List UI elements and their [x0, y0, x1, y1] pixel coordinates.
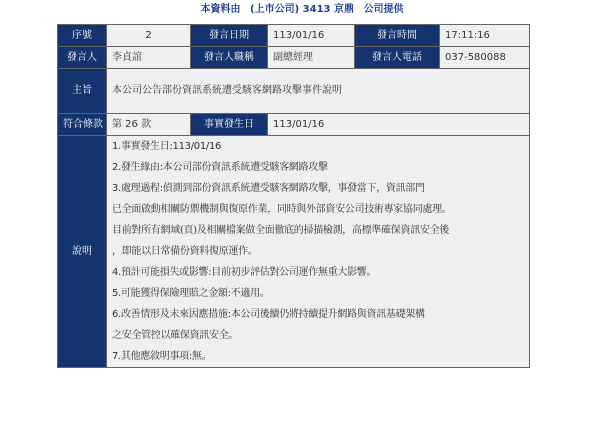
description-line: 已全面啟動相關防禦機制與復原作業，同時與外部資安公司技術專家協同處理。: [112, 204, 452, 215]
row-clause: [58, 114, 530, 136]
caption-suffix: 公司提供: [363, 4, 404, 15]
description-line: 2.發生緣由:本公司部份資訊系統遭受駭客網路攻擊: [112, 162, 328, 173]
row-description: [58, 136, 530, 368]
date-value: 113/01/16: [268, 25, 355, 47]
speaker-title-label: 發言人職稱: [191, 47, 268, 69]
row-subject: [58, 69, 530, 114]
speaker-title-value: 副總經理: [268, 47, 355, 69]
row-sequence-date-time: [58, 25, 530, 47]
description-line: 4.預計可能損失或影響:目前初步評估對公司運作無重大影響。: [112, 267, 377, 278]
announcement-table: [57, 24, 530, 368]
description-line: 目前對所有網域(頁)及相關檔案做全面徹底的掃描檢測，高標準確保資訊安全後: [112, 225, 450, 236]
description-line: 7.其他應敘明事項:無。: [112, 351, 212, 362]
description-label: 說明: [58, 136, 107, 368]
description-line: 1.事實發生日:113/01/16: [112, 141, 222, 152]
fact-date-value: 113/01/16: [268, 114, 530, 136]
description-body: [107, 136, 530, 368]
speaker-phone-label: 發言人電話: [355, 47, 440, 69]
description-line: ，即能以日常備份資料復原運作。: [112, 246, 258, 257]
time-value: 17:11:16: [440, 25, 530, 47]
description-line: 3.處理過程:偵測到部份資訊系統遭受駭客網路攻擊，事發當下，資訊部門: [112, 183, 425, 194]
speaker-label: 發言人: [58, 47, 107, 69]
fact-date-label: 事實發生日: [191, 114, 268, 136]
description-line: 之安全管控以確保資訊安全。: [112, 330, 239, 341]
date-label: 發言日期: [191, 25, 268, 47]
description-line: 5.可能獲得保險理賠之金額:不適用。: [112, 288, 270, 299]
speaker-phone-value: 037-580088: [440, 47, 530, 69]
seq-label: 序號: [58, 25, 107, 47]
seq-value: 2: [107, 25, 191, 47]
time-label: 發言時間: [355, 25, 440, 47]
row-speaker: [58, 47, 530, 69]
subject-label: 主旨: [58, 69, 107, 114]
speaker-value: 李貞誼: [107, 47, 191, 69]
caption-prefix: 本資料由: [200, 4, 241, 15]
page-caption: [0, 3, 604, 17]
description-line: 6.改善情形及未來因應措施:本公司後續仍將持續提升網路與資訊基礎架構: [112, 309, 425, 320]
clause-label: 符合條款: [58, 114, 107, 136]
subject-value: 本公司公告部份資訊系統遭受駭客網路攻擊事件說明: [107, 69, 530, 114]
caption-company: (上市公司) 3413 京鼎: [250, 4, 354, 15]
clause-value: 第 26 款: [107, 114, 191, 136]
